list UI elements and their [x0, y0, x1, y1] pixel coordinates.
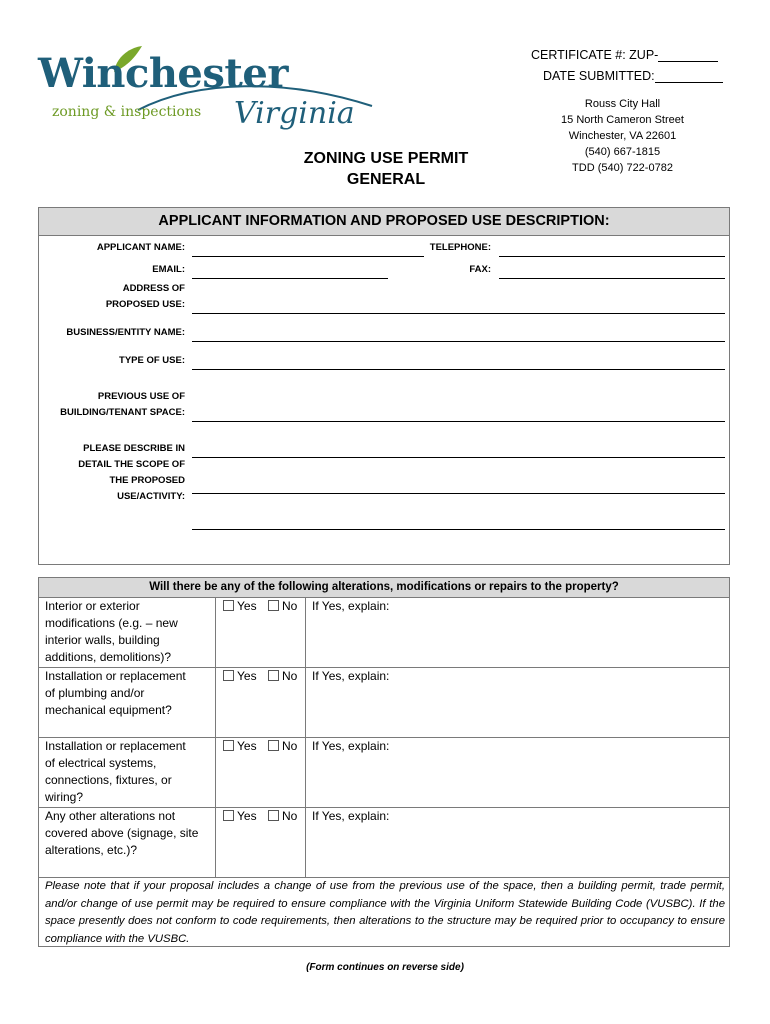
continues-footer: (Form continues on reverse side)	[306, 962, 464, 973]
checkbox-icon[interactable]	[223, 600, 234, 611]
applicant-name-field[interactable]	[192, 256, 424, 257]
no-checkbox[interactable]	[268, 739, 297, 753]
address-label	[39, 281, 185, 313]
logo-name: Winchester	[38, 50, 288, 97]
describe-label-line: PLEASE DESCRIBE IN	[83, 443, 185, 454]
applicant-section-heading: APPLICANT INFORMATION AND PROPOSED USE DESCRIPTION:	[39, 208, 729, 236]
no-label: No	[282, 669, 298, 683]
applicant-name-label: APPLICANT NAME:	[96, 242, 185, 253]
question-line: additions, demolitions)?	[45, 650, 172, 664]
yes-label: Yes	[237, 599, 257, 613]
table-row-question	[45, 808, 213, 859]
checkbox-icon[interactable]	[223, 670, 234, 681]
table-row-question	[45, 738, 213, 806]
telephone-field[interactable]	[499, 256, 725, 257]
previous-use-label	[39, 389, 185, 421]
table-row-question	[45, 598, 213, 666]
describe-label-line: THE PROPOSED	[109, 475, 185, 486]
describe-field-line[interactable]	[192, 493, 725, 494]
question-line: Any other alterations not	[45, 809, 176, 823]
date-label: DATE SUBMITTED:	[543, 69, 655, 83]
business-name-label: BUSINESS/ENTITY NAME:	[66, 327, 185, 338]
alterations-table	[38, 577, 730, 947]
question-line: Installation or replacement	[45, 669, 186, 683]
address-line: TDD (540) 722-0782	[572, 162, 673, 174]
business-name-field[interactable]	[192, 341, 725, 342]
yes-checkbox[interactable]	[223, 809, 257, 823]
date-submitted-field[interactable]	[543, 69, 723, 83]
table-row-question	[45, 668, 213, 719]
address-line: Rouss City Hall	[584, 98, 661, 110]
question-line: interior walls, building	[45, 633, 160, 647]
applicant-section	[38, 207, 730, 565]
question-line: Interior or exterior	[45, 599, 140, 613]
no-checkbox[interactable]	[268, 669, 297, 683]
address-line: Winchester, VA 22601	[568, 130, 677, 142]
question-line: mechanical equipment?	[45, 703, 172, 717]
checkbox-icon[interactable]	[223, 740, 234, 751]
previous-use-label-line: BUILDING/TENANT SPACE:	[60, 407, 185, 418]
explain-field[interactable]: If Yes, explain:	[312, 669, 390, 683]
explain-field[interactable]: If Yes, explain:	[312, 739, 390, 753]
previous-use-field[interactable]	[192, 421, 725, 422]
explain-field[interactable]: If Yes, explain:	[312, 809, 390, 823]
checkbox-icon[interactable]	[268, 670, 279, 681]
telephone-label: TELEPHONE:	[429, 242, 491, 253]
no-label: No	[282, 739, 298, 753]
title-line: GENERAL	[346, 171, 426, 188]
type-of-use-field[interactable]	[192, 369, 725, 370]
describe-field-line[interactable]	[192, 529, 725, 530]
checkbox-icon[interactable]	[223, 810, 234, 821]
office-address	[540, 96, 705, 176]
describe-label-line: USE/ACTIVITY:	[117, 491, 185, 502]
previous-use-label-line: PREVIOUS USE OF	[97, 391, 185, 402]
address-line: (540) 667-1815	[584, 146, 661, 158]
question-line: wiring?	[45, 790, 84, 804]
question-line: connections, fixtures, or	[45, 773, 172, 787]
address-line: 15 North Cameron Street	[561, 114, 684, 126]
question-line: modifications (e.g. – new	[45, 616, 178, 630]
no-checkbox[interactable]	[268, 809, 297, 823]
describe-field-line[interactable]	[192, 457, 725, 458]
question-line: alterations, etc.)?	[45, 843, 138, 857]
explain-field[interactable]: If Yes, explain:	[312, 599, 390, 613]
yes-label: Yes	[237, 809, 257, 823]
winchester-logo	[36, 44, 376, 140]
alterations-heading: Will there be any of the following alterations, modifications or repairs to the property?	[39, 578, 729, 598]
yes-label: Yes	[237, 739, 257, 753]
checkbox-icon[interactable]	[268, 810, 279, 821]
question-line: of electrical systems,	[45, 756, 157, 770]
no-label: No	[282, 599, 298, 613]
describe-label-line: DETAIL THE SCOPE OF	[78, 459, 185, 470]
date-blank[interactable]	[655, 70, 723, 83]
yes-label: Yes	[237, 669, 257, 683]
certificate-number-field[interactable]	[531, 48, 718, 62]
page-title	[270, 148, 502, 190]
yes-checkbox[interactable]	[223, 599, 257, 613]
yes-checkbox[interactable]	[223, 669, 257, 683]
address-label-line: ADDRESS OF	[122, 283, 185, 294]
no-label: No	[282, 809, 298, 823]
question-line: of plumbing and/or	[45, 686, 145, 700]
email-label: EMAIL:	[152, 264, 185, 275]
checkbox-icon[interactable]	[268, 740, 279, 751]
vusbc-note: Please note that if your proposal includes a change of use from the previous use of the space, then a building permit, trade permit, and/or change of use permit may be required to ensure compliance with the Virginia Uniform Statewide Building Code (VUSBC). If the space presently does not conform to code requirements, then alterations to the structure may be required prior to occupancy to ensure compliance with the VUSBC.	[45, 880, 725, 945]
certificate-blank[interactable]	[658, 49, 718, 62]
describe-label	[39, 441, 185, 505]
address-label-line: PROPOSED USE:	[105, 299, 185, 310]
logo-tagline: zoning & inspections	[52, 104, 202, 120]
checkbox-icon[interactable]	[268, 600, 279, 611]
address-field[interactable]	[192, 313, 725, 314]
fax-label: FAX:	[469, 264, 491, 275]
certificate-label: CERTIFICATE #: ZUP-	[531, 48, 659, 62]
type-of-use-label: TYPE OF USE:	[119, 355, 185, 366]
question-line: covered above (signage, site	[45, 826, 199, 840]
fax-field[interactable]	[499, 278, 725, 279]
email-field[interactable]	[192, 278, 388, 279]
logo-state: Virginia	[234, 96, 355, 131]
no-checkbox[interactable]	[268, 599, 297, 613]
question-line: Installation or replacement	[45, 739, 186, 753]
title-line: ZONING USE PERMIT	[303, 150, 469, 167]
yes-checkbox[interactable]	[223, 739, 257, 753]
